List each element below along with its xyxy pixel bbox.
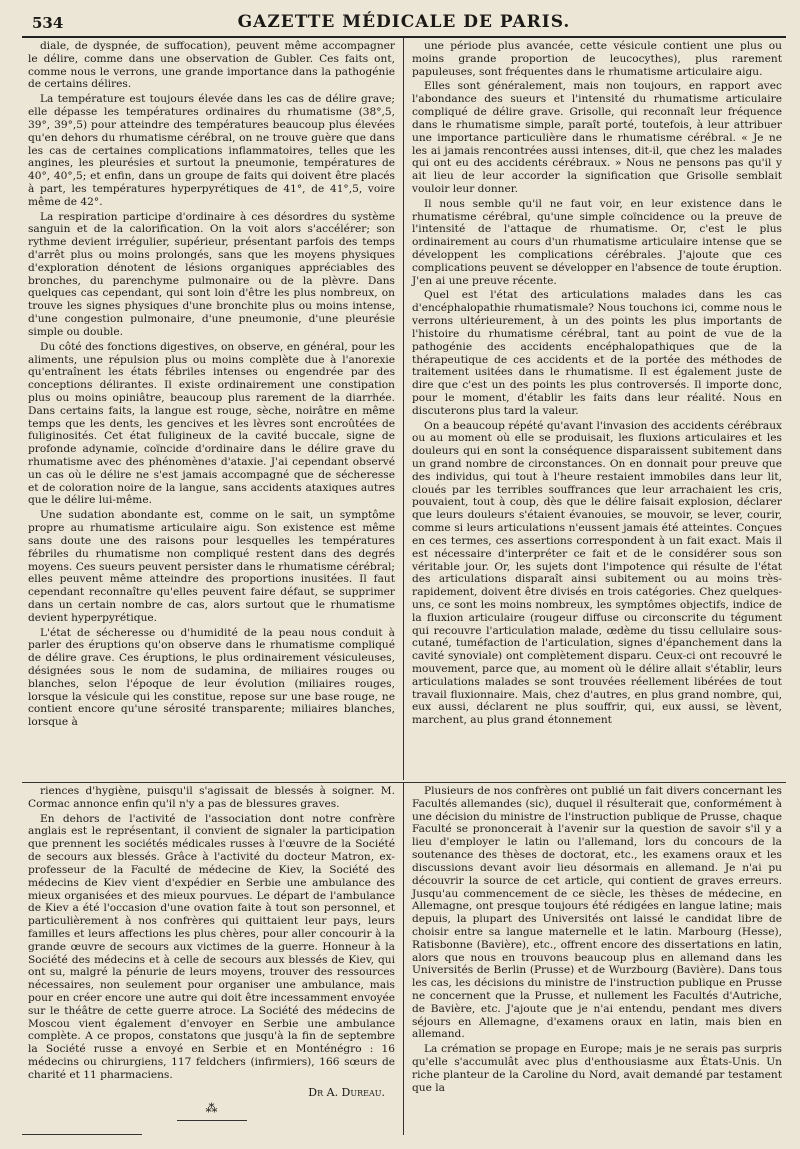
- paragraph: diale, de dyspnée, de suffocation), peuvent même accompagner le délire, comme dans une observation de Gubler. Ces faits ont, comme nous le verrons, une grande importance dans la pathogénie de certains délires.: [28, 40, 395, 91]
- paragraph: riences d'hygiène, puisqu'il s'agissait de blessés à soigner. M. Cormac annonce enfin qu'il n'y a pas de blessures graves.: [28, 785, 395, 810]
- footer-rule: [22, 1134, 142, 1135]
- paragraph: La température est toujours élevée dans les cas de délire grave; elle dépasse les températures ordinaires du rhumatisme (38°,5, 39°, 39°,5) pour atteindre des températures beaucoup plus élevées qu'en dehors du rhumatisme cérébral, on ne trouve guère que dans les cas de certaines complications inflammatoires, telles que les angines, les pleurésies et surtout la pneumonie, températures de 40°, 40°,5; et enfin, dans un groupe de faits qui doivent être placés à part, les températures hyperpyrétiques de 41°, de 41°,5, voire même de 42°.: [28, 93, 395, 208]
- lower-left-column: [22, 783, 404, 1135]
- journal-title: GAZETTE MÉDICALE DE PARIS.: [237, 12, 571, 32]
- paragraph: Plusieurs de nos confrères ont publié un fait divers concernant les Facultés allemandes (sic), duquel il résulterait que, conformément à une décision du ministre de l'instruction publique de Prusse, chaque Faculté se prononcerait à l'avenir sur la question de savoir s'il y a lieu d'employer le latin ou l'allemand, lors du concours de la soutenance des thèses de doctorat, etc., les examens oraux et les discussions devant avoir lieu désormais en allemand. Je n'ai pu découvrir la source de cet article, qui contient de graves erreurs. Jusqu'au commencement de ce siècle, les thèses de médecine, en Allemagne, ont presque toujours été rédigées en langue latine; mais depuis, la plupart des Universités ont laissé le candidat libre de choisir entre sa langue maternelle et le latin. Marbourg (Hesse), Ratisbonne (Bavière), etc., offrent encore des dissertations en latin, alors que nous en trouvons beaucoup plus en allemand dans les Universités de Berlin (Prusse) et de Wurzbourg (Bavière). Dans tous les cas, les décisions du ministre de l'instruction publique en Prusse ne concernent que la Prusse, et nullement les Facultés d'Autriche, de Bavière, etc. J'ajoute que je n'ai entendu, pendant mes divers séjours en Allemagne, d'examens oraux en latin, mais bien en allemand.: [412, 785, 782, 1041]
- paragraph: En dehors de l'activité de l'association dont notre confrère anglais est le représentant, il convient de signaler la participation que prennent les sociétés médicales russes à l'œuvre de la Société de secours aux blessés. Grâce à l'activité du docteur Matron, ex-professeur de la Faculté de médecine de Kiev, la Société des médecins de Kiev vient d'expédier en Serbie une ambulance des mieux organisées et des mieux pourvues. Le départ de l'ambulance de Kiev a été l'occasion d'une ovation faite à tout son personnel, et particulièrement à nos confrères qui quittaient leur pays, leurs familles et leurs affections les plus chères, pour aller concourir à la grande œuvre de secours aux victimes de la guerre. Honneur à la Société des médecins et à celle de secours aux blessés de Kiev, qui ont su, malgré la pénurie de leurs moyens, trouver des ressources nécessaires, non seulement pour organiser une ambulance, mais pour en créer encore une autre qui doit être incessamment envoyée sur le théâtre de cette guerre atroce. La Société des médecins de Moscou vient également d'envoyer en Serbie une ambulance complète. A ce propos, constatons que jusqu'à la fin de septembre la Société russe a envoyé en Serbie et en Monténégro : 16 médecins ou chirurgiens, 117 feldchers (infirmiers), 166 sœurs de charité et 11 pharmaciens.: [28, 812, 395, 1081]
- upper-left-column: [22, 38, 404, 780]
- paragraph: une période plus avancée, cette vésicule contient une plus ou moins grande proportion de leucocythes), plus rarement papuleuses, sont fréquentes dans le rhumatisme articulaire aigu.: [412, 40, 782, 78]
- upper-section: [22, 38, 786, 780]
- paragraph: La respiration participe d'ordinaire à ces désordres du système sanguin et de la calorification. On la voit alors s'accélérer; son rythme devient irrégulier, supérieur, présentant parfois des temps d'arrêt plus ou moins prolongés, sans que les moyens physiques d'exploration dénotent de lésions organiques appréciables des bronches, du parenchyme pulmonaire ou de la plèvre. Dans quelques cas cependant, qui sont loin d'être les plus nombreux, on trouve les signes physiques d'une bronchite plus ou moins intense, d'une congestion pulmonaire, d'une pneumonie, d'une pleurésie simple ou double.: [28, 210, 395, 338]
- divider: [177, 1120, 247, 1121]
- paragraph: Elles sont généralement, mais non toujours, en rapport avec l'abondance des sueurs et l'intensité du rhumatisme articulaire compliqué de délire grave. Grisolle, qui reconnaît leur fréquence dans le rhumatisme simple, paraît porté, toutefois, à leur attribuer une importance particulière dans le rhumatisme cérébral. « Je ne les ai jamais rencontrées aussi intenses, dit-il, que chez les malades qui ont eu des accidents cérébraux. » Nous ne pensons pas qu'il y ait lieu de leur accorder la signification que Grisolle semblait vouloir leur donner.: [412, 80, 782, 195]
- paragraph: Du côté des fonctions digestives, on observe, en général, pour les aliments, une répulsion plus ou moins complète due à l'anorexie qu'entraînent les états fébriles intenses ou engendrée par des conceptions délirantes. Il existe ordinairement une constipation plus ou moins opiniâtre, beaucoup plus rarement de la diarrhée. Dans certains faits, la langue est rouge, sèche, noirâtre en même temps que les dents, les gencives et les lèvres sont encroûtées de fuliginosités. Cet état fuligineux de la cavité buccale, signe de profonde adynamie, coïncide d'ordinaire dans le délire grave du rhumatisme avec des phénomènes d'ataxie. J'ai cependant observé un cas où le délire ne s'est jamais accompagné que de sécheresse et de coloration noire de la langue, sans accidents ataxiques autres que le délire lui-même.: [28, 340, 395, 507]
- upper-right-column: [404, 38, 786, 780]
- section-separator: ⁂: [205, 1100, 218, 1115]
- page-number: 534: [32, 14, 64, 32]
- paragraph: Il nous semble qu'il ne faut voir, en leur existence dans le rhumatisme cérébral, qu'une simple coïncidence ou la preuve de l'intensité de l'attaque de rhumatisme. Or, c'est le plus ordinairement au cours d'un rhumatisme articulaire intense que se développent les complications cérébrales. J'ajoute que ces complications peuvent se développer en l'absence de toute éruption. J'en ai une preuve récente.: [412, 197, 782, 287]
- feuilleton-section: [22, 782, 786, 1135]
- paragraph: La crémation se propage en Europe; mais je ne serais pas surpris qu'elle s'accumulât avec plus d'enthousiasme aux États-Unis. Un riche planteur de la Caroline du Nord, avait demandé par testament que la: [412, 1043, 782, 1094]
- paragraph: Une sudation abondante est, comme on le sait, un symptôme propre au rhumatisme articulaire aigu. Son existence est même sans doute une des raisons pour lesquelles les températures fébriles du rhumatisme non compliqué restent dans des degrés moyens. Ces sueurs peuvent persister dans le rhumatisme cérébral; elles peuvent même atteindre des proportions inusitées. Il faut cependant reconnaître qu'elles peuvent faire défaut, se supprimer dans un certain nombre de cas, alors surtout que le rhumatisme devient hyperpyrétique.: [28, 509, 395, 624]
- page-header: [22, 6, 786, 38]
- paragraph: Quel est l'état des articulations malades dans les cas d'encéphalopathie rhumatismale? Nous touchons ici, comme nous le verrons ultérieurement, à un des points les plus importants de l'histoire du rhumatisme cérébral, tant au point de vue de la pathogénie des accidents encéphalopathiques que de la thérapeutique de ces accidents et de la portée des méthodes de traitement usitées dans le rhumatisme. Il est également juste de dire que c'est un des points les plus controversés. Il importe donc, pour le moment, d'établir les faits dans leur réalité. Nous en discuterons plus tard la valeur.: [412, 289, 782, 417]
- author-signature: Dr A. Dureau.: [308, 1085, 385, 1099]
- lower-right-column: [404, 783, 786, 1135]
- paragraph: On a beaucoup répété qu'avant l'invasion des accidents cérébraux ou au moment où elle se produisait, les fluxions articulaires et les douleurs qui en sont la conséquence disparaissent subitement dans un grand nombre de circonstances. On en donnait pour preuve que des individus, qui tout à l'heure restaient immobiles dans leur lit, cloués par les terribles souffrances que leur arrachaient les cris, pouvaient, tout à coup, dès que le délire faisait explosion, déclarer que leurs douleurs s'étaient évanouies, se mouvoir, se lever, courir, comme si leurs articulations n'eussent jamais été atteintes. Conçues en ces termes, ces assertions correspondent à un fait exact. Mais il est nécessaire d'interpréter ce fait et de le considérer sous son véritable jour. Or, les sujets dont l'impotence qui résulte de l'état des articulations disparaît ainsi subitement ou au moins très-rapidement, doivent être divisés en trois catégories. Chez quelques-uns, ce sont les moins nombreux, les symptômes objectifs, indice de la fluxion articulaire (rougeur diffuse ou circonscrite du tégument qui recouvre l'articulation malade, œdème du tissu cellulaire sous-cutané, tuméfaction de l'articulation, signes d'épanchement dans la cavité synoviale) ont complètement disparu. Ceux-ci ont recouvré le mouvement, parce que, au moment où le délire allait s'établir, leurs articulations malades se sont trouvées réellement libérées de tout travail fluxionnaire. Mais, chez d'autres, en plus grand nombre, qui, eux aussi, déclarent ne plus souffrir, qui, eux aussi, se lèvent, marchent, au plus grand étonnement: [412, 419, 782, 727]
- paragraph: L'état de sécheresse ou d'humidité de la peau nous conduit à parler des éruptions qu'on observe dans le rhumatisme compliqué de délire grave. Ces éruptions, le plus ordinairement vésiculeuses, désignées sous le nom de sudamina, de miliaires rouges ou blanches, selon l'époque de leur évolution (miliaires rouges, lorsque la vésicule qui les constitue, repose sur une base rouge, ne contient encore qu'une sérosité transparente; miliaires blanches, lorsque à: [28, 626, 395, 729]
